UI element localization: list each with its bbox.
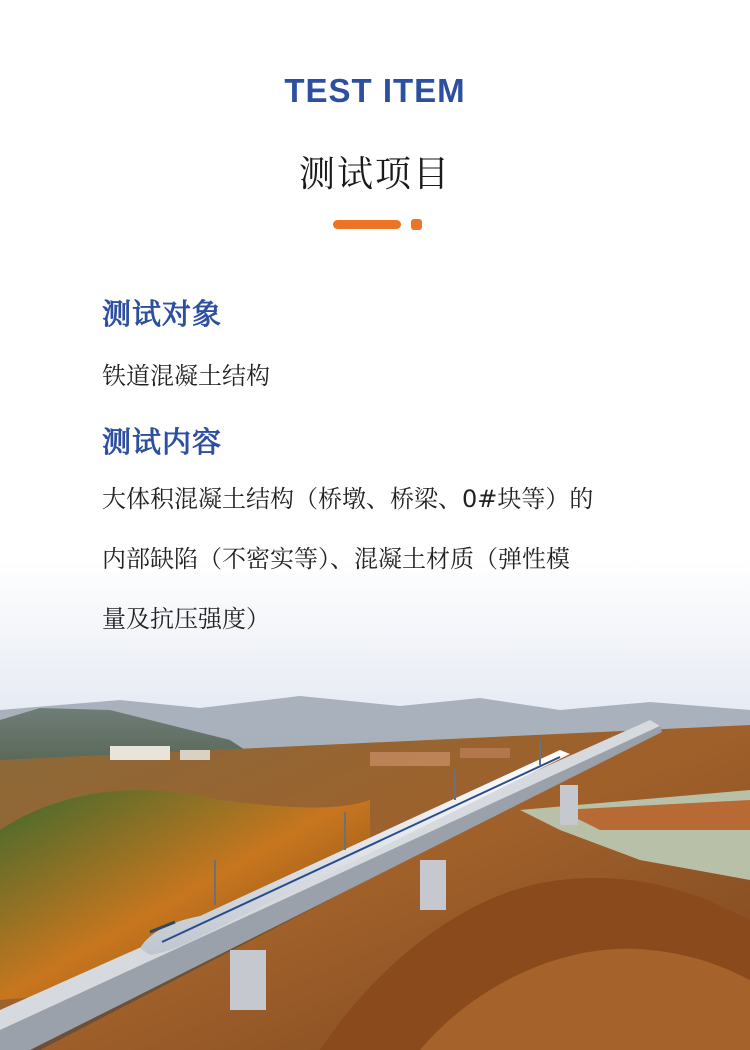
section-text-test-content (102, 475, 662, 655)
content-line: 量及抗压强度） (102, 605, 270, 633)
content-line: 大体积混凝土结构（桥墩、桥梁、0#块等）的 (102, 485, 594, 513)
content-line: 内部缺陷（不密实等）、混凝土材质（弹性模 (102, 545, 570, 573)
section-heading-test-object: 测试对象 (102, 297, 223, 331)
divider-dot (411, 219, 422, 230)
chinese-title: 测试项目 (298, 154, 451, 195)
section-text-test-object: 铁道混凝土结构 (102, 362, 270, 390)
section-heading-test-content: 测试内容 (102, 425, 223, 459)
english-title: TEST ITEM (284, 72, 466, 109)
divider-bar (333, 220, 401, 229)
